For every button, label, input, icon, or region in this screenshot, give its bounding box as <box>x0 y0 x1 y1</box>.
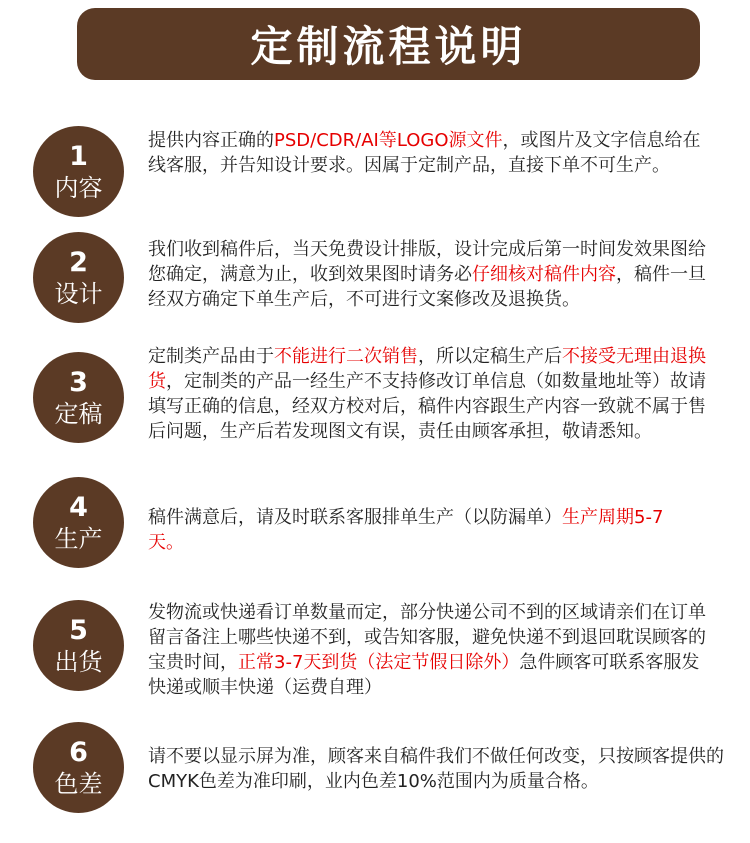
highlight-text: 生产周期5-7天。 <box>148 507 664 553</box>
highlight-text: 正常3-7天到货（法定节假日除外） <box>238 652 520 673</box>
step-number: 5 <box>69 614 88 646</box>
step-description: 稿件满意后，请及时联系客服排单生产（以防漏单）生产周期5-7天。 <box>148 507 664 553</box>
step-badge <box>33 126 124 217</box>
step-number: 1 <box>69 140 88 172</box>
step-label: 设计 <box>54 279 103 308</box>
step-label: 内容 <box>54 173 103 202</box>
step-description: 提供内容正确的PSD/CDR/AI等LOGO源文件，或图片及文字信息给在线客服，并告知设计要求。因属于定制产品，直接下单不可生产。 <box>148 130 701 176</box>
step-description: 请不要以显示屏为准，顾客来自稿件我们不做任何改变，只按顾客提供的CMYK色差为准印刷，业内色差10%范围内为质量合格。 <box>148 746 724 792</box>
step-badge <box>33 722 124 813</box>
step-label: 出货 <box>54 647 103 676</box>
title-banner <box>77 8 700 80</box>
step-label: 定稿 <box>54 399 103 428</box>
step-number: 2 <box>69 246 88 278</box>
step-label: 色差 <box>54 769 103 798</box>
step-label: 生产 <box>54 524 103 553</box>
step-description: 定制类产品由于不能进行二次销售，所以定稿生产后不接受无理由退换货，定制类的产品一经生产不支持修改订单信息（如数量地址等）故请填写正确的信息，经双方校对后，稿件内容跟生产内容一致就不属于售后问题，生产后若发现图文有误，责任由顾客承担，敬请悉知。 <box>148 346 706 442</box>
step-description: 发物流或快递看订单数量而定，部分快递公司不到的区域请亲们在订单留言备注上哪些快递不到，或告知客服，避免快递不到退回耽误顾客的宝贵时间，正常3-7天到货（法定节假日除外）急件顾客可联系客服发快递或顺丰快递（运费自理） <box>148 602 706 698</box>
step-number: 4 <box>69 491 88 523</box>
highlight-text: 仔细核对稿件内容 <box>472 264 616 285</box>
step-number: 6 <box>69 736 88 768</box>
step-badge <box>33 477 124 568</box>
page-title: 定制流程说明 <box>250 22 527 71</box>
step-badge <box>33 600 124 691</box>
step-badge <box>33 232 124 323</box>
highlight-text: 不能进行二次销售 <box>274 346 418 367</box>
step-description: 我们收到稿件后，当天免费设计排版，设计完成后第一时间发效果图给您确定，满意为止，收到效果图时请务必仔细核对稿件内容，稿件一旦经双方确定下单生产后，不可进行文案修改及退换货。 <box>148 239 706 310</box>
step-number: 3 <box>69 366 88 398</box>
highlight-text: PSD/CDR/AI等LOGO源文件 <box>274 130 503 151</box>
step-badge <box>33 352 124 443</box>
highlight-text: 不接受无理由退换货 <box>148 346 706 392</box>
